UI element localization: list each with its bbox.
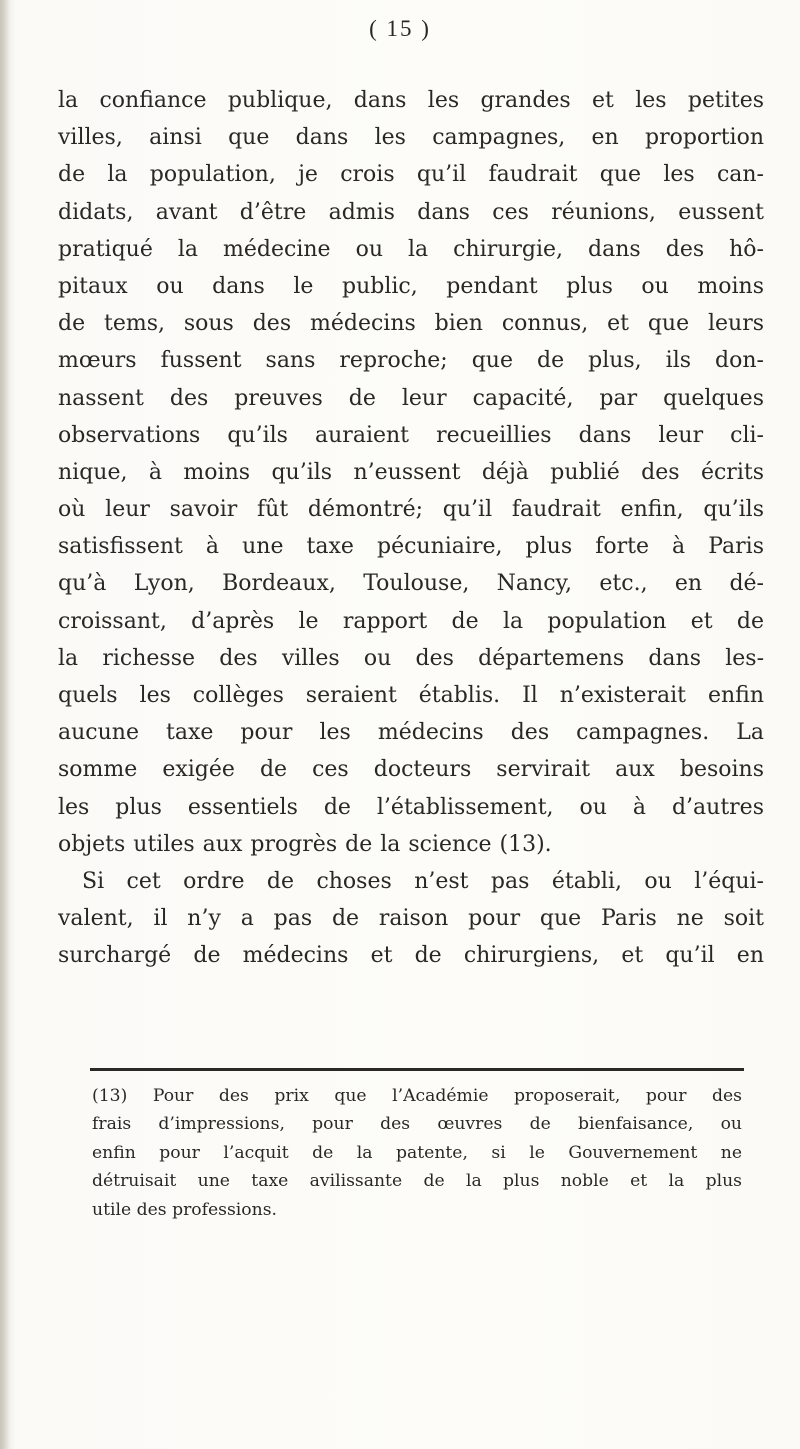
text-line: objets utiles aux progrès de la science (13). [58,831,552,857]
text-line: de tems, sous des médecins bien connus, et que leurs [58,311,764,337]
text-line: pratiqué la médecine ou la chirurgie, dans des hô- [58,236,764,262]
text-line: mœurs fussent sans reproche; que de plus, ils don- [58,348,764,374]
text-line: croissant, d’après le rapport de la population et de [58,608,764,634]
text-line: qu’à Lyon, Bordeaux, Toulouse, Nancy, etc., en dé- [58,571,764,597]
text-line: satisfissent à une taxe pécuniaire, plus forte à Paris [58,534,764,560]
text-line: somme exigée de ces docteurs servirait aux besoins [58,757,764,783]
text-line: la richesse des villes ou des départemens dans les- [58,645,764,671]
text-line: nique, à moins qu’ils n’eussent déjà publié des écrits [58,459,764,485]
footnote-line: détruisait une taxe avilissante de la plus noble et la plus [92,1171,742,1192]
footnote [92,1082,742,1224]
text-line: quels les collèges seraient établis. Il n’existerait enfin [58,683,764,708]
footnote-line: utile des professions. [92,1199,278,1220]
body-text [58,82,764,975]
text-line: villes, ainsi que dans les campagnes, en proportion [58,125,764,151]
footnote-line: frais d’impressions, pour des œuvres de bienfaisance, ou [92,1114,742,1135]
text-line: Si cet ordre de choses n’est pas établi, ou l’équi- [82,868,764,894]
text-line: nassent des preuves de leur capacité, par quelques [58,385,764,411]
text-line: où leur savoir fût démontré; qu’il faudrait enfin, qu’ils [58,497,764,523]
page-number: ( 15 ) [369,16,431,41]
footnote-line: (13) Pour des prix que l’Académie proposerait, pour des [92,1086,742,1106]
spine-shadow [0,0,10,1449]
text-line: valent, il n’y a pas de raison pour que Paris ne soit [58,906,764,932]
text-line: aucune taxe pour les médecins des campagnes. La [58,720,764,746]
text-line: observations qu’ils auraient recueillies dans leur cli- [58,422,764,448]
text-line: surchargé de médecins et de chirurgiens, et qu’il en [58,943,764,969]
footnote-divider [90,1068,744,1071]
text-line: les plus essentiels de l’établissement, ou à d’autres [58,794,764,820]
text-line: pitaux ou dans le public, pendant plus ou moins [58,273,764,299]
footnote-line: enfin pour l’acquit de la patente, si le Gouvernement ne [92,1142,742,1163]
text-line: la confiance publique, dans les grandes et les petites [58,88,764,113]
text-line: de la population, je crois qu’il faudrait que les can- [58,162,764,188]
text-line: didats, avant d’être admis dans ces réunions, eussent [58,199,764,225]
